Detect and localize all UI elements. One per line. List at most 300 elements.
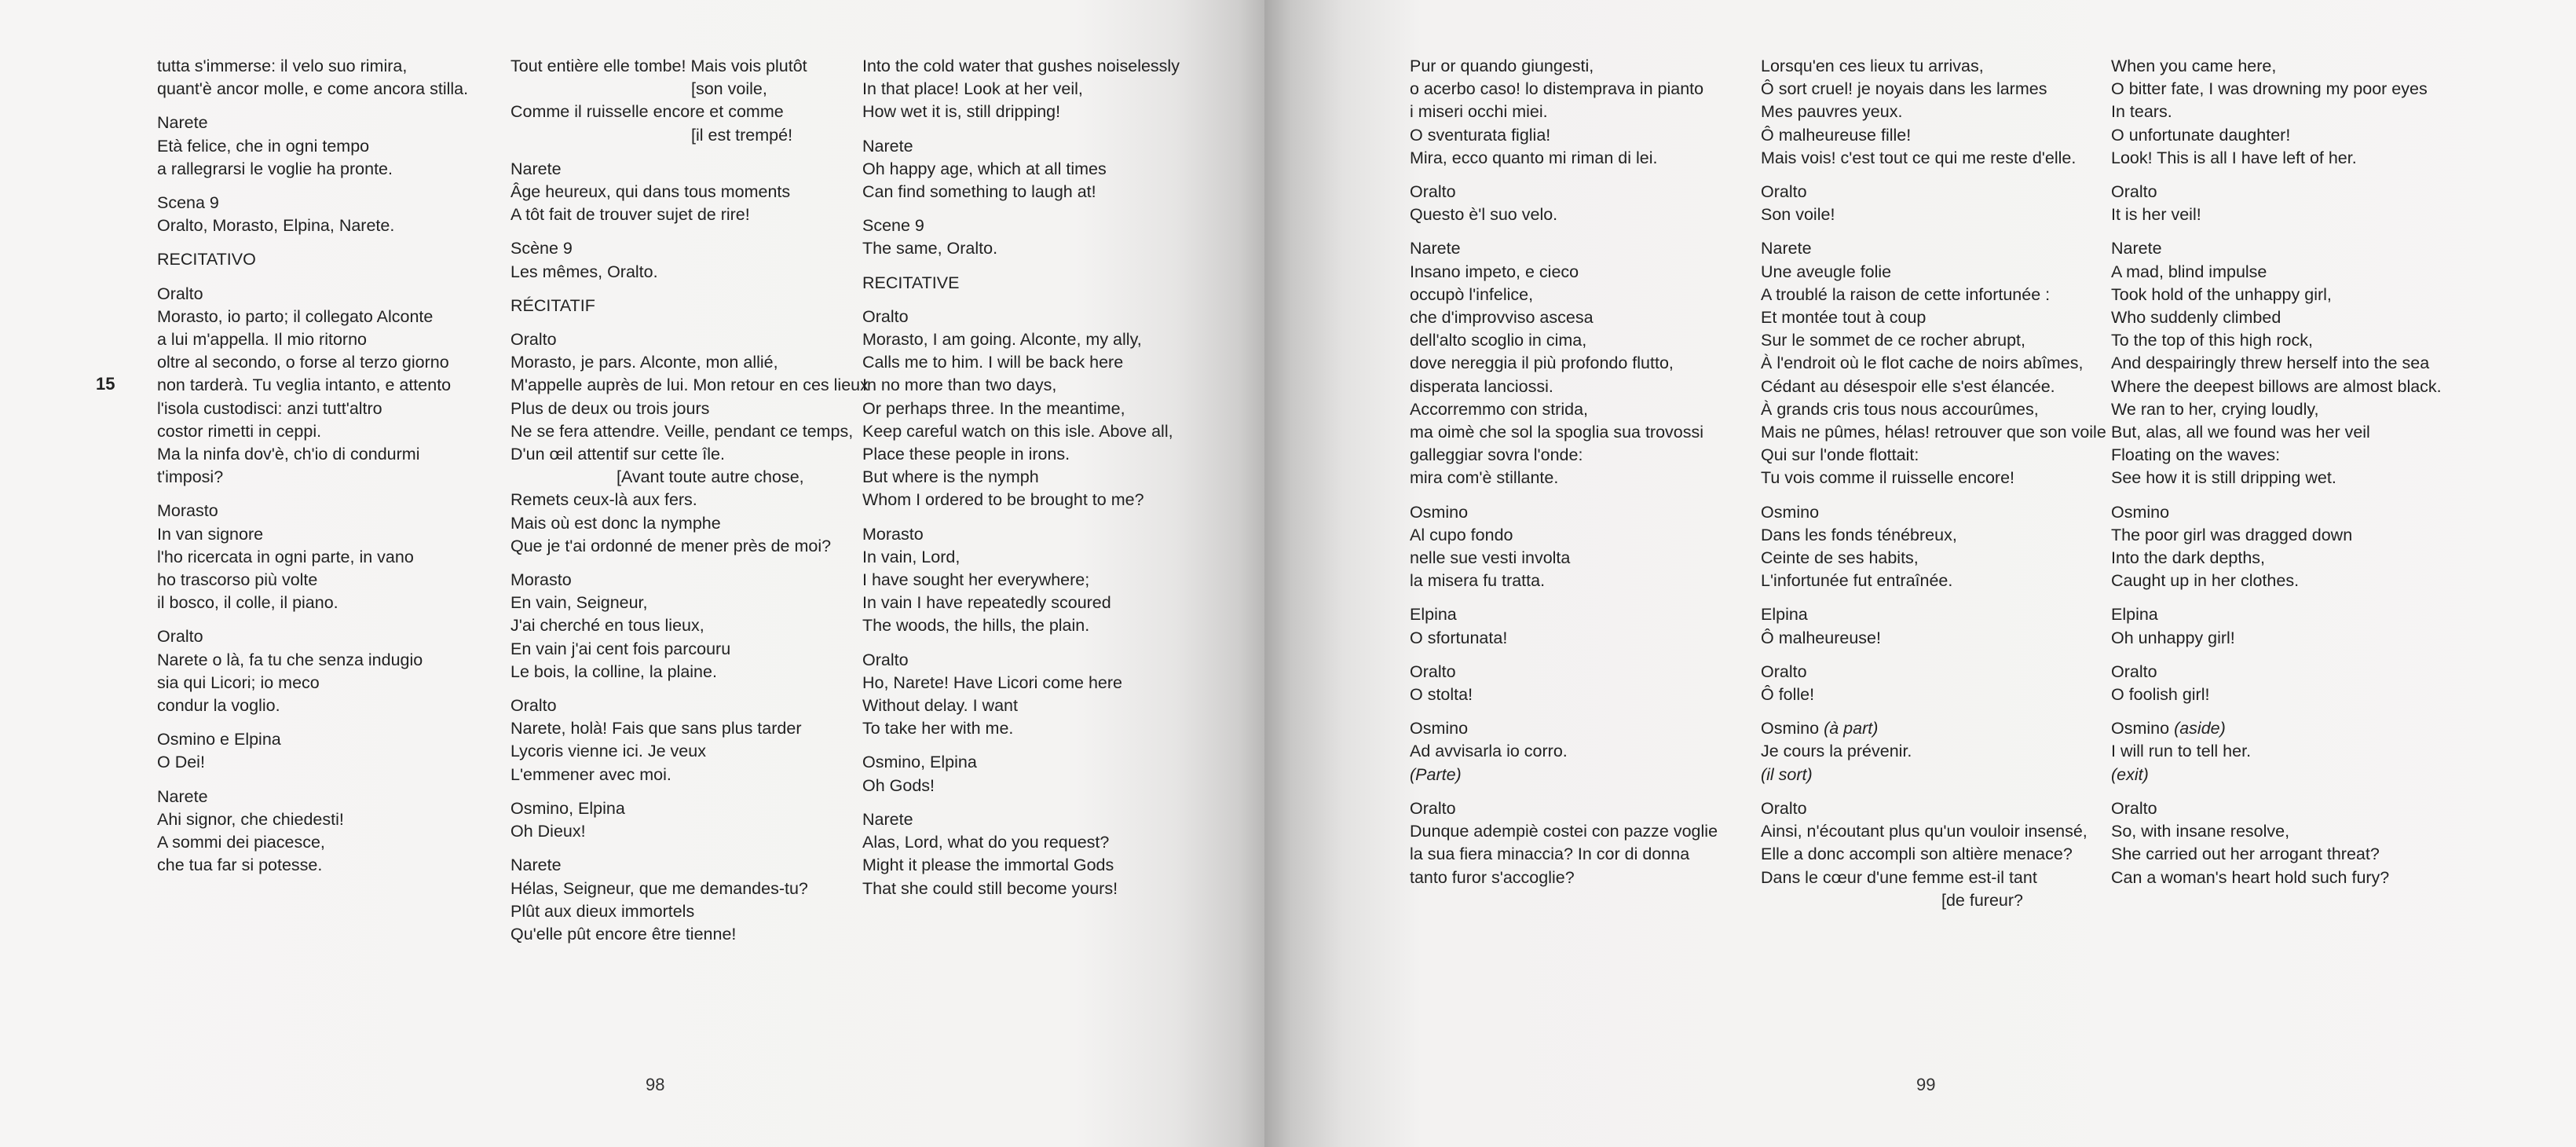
- speaker-name: [157, 500, 495, 522]
- verse-line: Questo è'l suo velo.: [1410, 205, 1558, 225]
- speaker-label: Elpina: [1410, 605, 1457, 625]
- speaker-name: [1761, 797, 2106, 820]
- text-block: [2111, 717, 2464, 786]
- verse-line: Comme il ruisselle encore et comme: [510, 102, 784, 122]
- verse-line: D'un œil attentif sur cette île.: [510, 445, 725, 464]
- verse-line: Elle a donc accompli son altière menace?: [1761, 845, 2073, 864]
- verse-line: condur la voglio.: [157, 696, 280, 716]
- text-block: [2111, 181, 2464, 226]
- verse-line: Might it please the immortal Gods: [862, 856, 1114, 875]
- text-block: [862, 135, 1208, 204]
- verse-line: In that place! Look at her veil,: [862, 79, 1083, 99]
- verse-line: Mira, ecco quanto mi riman di lei.: [1410, 148, 1658, 167]
- speaker-name: [157, 112, 495, 134]
- verse-line: It is her veil!: [2111, 205, 2201, 225]
- verse-line: Scena 9: [157, 193, 219, 213]
- verse-line: Whom I ordered to be brought to me?: [862, 490, 1144, 510]
- text-block: [510, 295, 848, 317]
- speaker-name: [1761, 501, 2106, 524]
- speaker-name: [157, 728, 495, 751]
- verse-line: Look! This is all I have left of her.: [2111, 148, 2357, 167]
- verse-line: Oh happy age, which at all times: [862, 159, 1107, 178]
- verse-line: Place these people in irons.: [862, 445, 1070, 464]
- verse-line: Mais ne pûmes, hélas! retrouver que son voile: [1761, 423, 2106, 442]
- text-block: [862, 649, 1208, 741]
- speaker-label: Morasto: [862, 524, 924, 544]
- verse-line: quant'è ancor molle, e come ancora stilla.: [157, 79, 469, 99]
- verse-line: À l'endroit où le flot cache de noirs abîmes,: [1761, 354, 2084, 373]
- speaker-name: [2111, 501, 2464, 524]
- text-block: [2111, 501, 2464, 593]
- verse-line: M'appelle auprès de lui. Mon retour en ces lieux: [510, 376, 869, 395]
- verse-line: In no more than two days,: [862, 376, 1057, 395]
- verse-line: Ma la ninfa dov'è, ch'io di condurmi: [157, 445, 420, 464]
- speaker-name: [2111, 237, 2464, 260]
- verse-line: Floating on the waves:: [2111, 445, 2281, 465]
- text-block: [157, 192, 495, 237]
- verse-line: Età felice, che in ogni tempo: [157, 136, 370, 156]
- verse-line: galleggiar sovra l'onde:: [1410, 445, 1583, 465]
- verse-line: Without delay. I want: [862, 696, 1018, 716]
- speaker-label: Oralto: [862, 306, 909, 326]
- text-block: [157, 55, 495, 101]
- verse-line: tutta s'immerse: il velo suo rimira,: [157, 57, 408, 75]
- verse-line: l'isola custodisci: anzi tutt'altro: [157, 398, 382, 418]
- text-block: [2111, 603, 2464, 649]
- verse-line: non tarderà. Tu veglia intanto, e attento: [157, 376, 452, 395]
- verse-line: In van signore: [157, 524, 264, 544]
- verse-line: Mes pauvres yeux.: [1761, 102, 1903, 122]
- verse-line: Qu'elle pût encore être tienne!: [510, 924, 737, 944]
- speaker-label: Narete: [510, 159, 562, 178]
- verse-line: Alas, Lord, what do you request?: [862, 833, 1110, 852]
- verse-line: t'imposi?: [157, 467, 224, 487]
- verse-line: sia qui Licori; io meco: [157, 672, 320, 692]
- verse-line: Insano impeto, e cieco: [1410, 262, 1579, 281]
- text-block: [510, 569, 848, 683]
- verse-line: We ran to her, crying loudly,: [2111, 399, 2319, 419]
- verse-line: Or perhaps three. In the meantime,: [862, 398, 1125, 418]
- verse-line: O bitter fate, I was drowning my poor eyes: [2111, 79, 2428, 99]
- verse-line: Ainsi, n'écoutant plus qu'un vouloir insensé,: [1761, 822, 2088, 841]
- verse-line: Oh Dieux!: [510, 822, 586, 841]
- verse-line: Scene 9: [862, 216, 924, 236]
- speaker-name: [862, 523, 1208, 546]
- verse-line: oltre al secondo, o forse al terzo giorno: [157, 353, 449, 372]
- speaker-label: Oralto: [1761, 661, 1807, 681]
- verse-line: Remets ceux-là aux fers.: [510, 490, 697, 510]
- text-block: [157, 786, 495, 878]
- verse-line: Scène 9: [510, 239, 573, 258]
- italian-column: [157, 55, 495, 889]
- speaker-label: Oralto: [1410, 798, 1456, 818]
- speaker-name: [862, 808, 1208, 831]
- verse-line: The woods, the hills, the plain.: [862, 616, 1090, 636]
- speaker-label: Elpina: [2111, 605, 2158, 625]
- right-page: [1264, 0, 2576, 1147]
- verse-line: Une aveugle folie: [1761, 262, 1892, 281]
- speaker-label: Oralto: [2111, 798, 2157, 818]
- verse-line: A tôt fait de trouver sujet de rire!: [510, 205, 750, 225]
- verse-line: che tua far si potesse.: [157, 856, 323, 875]
- french-column: [510, 55, 869, 957]
- verse-line: dell'alto scoglio in cima,: [1410, 331, 1587, 350]
- verse-line: So, with insane resolve,: [2111, 822, 2290, 841]
- verse-line: Dans le cœur d'une femme est-il tant: [1761, 867, 2037, 887]
- text-block: [510, 694, 848, 786]
- verse-line: Qui sur l'onde flottait:: [1761, 445, 1919, 465]
- text-block: [1761, 501, 2106, 593]
- verse-line: Calls me to him. I will be back here: [862, 353, 1124, 372]
- verse-line: Je cours la prévenir.: [1761, 742, 1912, 761]
- text-block: [157, 248, 495, 271]
- verse-line: Narete, holà! Fais que sans plus tarder: [510, 719, 802, 738]
- verse-line: dove nereggia il più profondo flutto,: [1410, 354, 1674, 373]
- text-block: [1761, 717, 2106, 786]
- verse-line: la sua fiera minaccia? In cor di donna: [1410, 845, 1690, 864]
- text-block: [157, 728, 495, 774]
- speaker-label: Oralto: [862, 650, 909, 669]
- verse-line: J'ai cherché en tous lieux,: [510, 616, 704, 636]
- speaker-name: [1410, 181, 1747, 203]
- text-block: [1761, 181, 2106, 226]
- verse-line: L'infortunée fut entraînée.: [1761, 571, 1953, 591]
- verse-line: tanto furor s'accoglie?: [1410, 867, 1575, 887]
- text-block: [1410, 661, 1747, 706]
- verse-line: Âge heureux, qui dans tous moments: [510, 182, 791, 202]
- page-number: 98: [646, 1075, 665, 1094]
- speaker-label: Oralto: [510, 330, 557, 350]
- speaker-name: [510, 854, 848, 877]
- verse-line: Into the dark depths,: [2111, 548, 2266, 568]
- verse-line: The poor girl was dragged down: [2111, 525, 2353, 544]
- verse-line: Plus de deux ou trois jours: [510, 398, 710, 418]
- verse-line: a rallegrarsi le voglie ha pronte.: [157, 159, 393, 178]
- speaker-name: [1761, 717, 2106, 740]
- page-number: 99: [1916, 1075, 1936, 1094]
- speaker-name: [1410, 717, 1747, 740]
- speaker-label: Osmino, Elpina: [510, 798, 625, 818]
- text-block: [1410, 603, 1747, 649]
- speaker-name: [1410, 237, 1747, 260]
- verse-line: L'emmener avec moi.: [510, 764, 671, 784]
- speaker-label: Narete: [510, 856, 562, 875]
- verse-line: ma oimè che sol la spoglia sua trovossi: [1410, 423, 1704, 442]
- verse-line: Morasto, I am going. Alconte, my ally,: [862, 330, 1142, 350]
- verse-line: costor rimetti in ceppi.: [157, 421, 322, 441]
- verse-line: I will run to tell her.: [2111, 742, 2252, 761]
- verse-line: che d'improvviso ascesa: [1410, 308, 1594, 328]
- text-block: [510, 237, 848, 283]
- verse-line: Al cupo fondo: [1410, 525, 1513, 544]
- verse-line: nelle sue vesti involta: [1410, 548, 1571, 568]
- verse-line: Can find something to laugh at!: [862, 182, 1096, 202]
- verse-line: disperata lanciossi.: [1410, 376, 1553, 396]
- text-block: [1410, 717, 1747, 786]
- verse-line: [de fureur?: [1941, 890, 2023, 910]
- verse-line: In vain, Lord,: [862, 547, 961, 566]
- verse-line: l'ho ricercata in ogni parte, in vano: [157, 547, 414, 566]
- verse-line: A troublé la raison de cette infortunée :: [1761, 284, 2051, 304]
- text-block: [1410, 797, 1747, 889]
- verse-line: To the top of this high rock,: [2111, 331, 2313, 350]
- verse-line: o acerbo caso! lo distemprava in pianto: [1410, 79, 1704, 99]
- stage-direction: (il sort): [1761, 764, 1813, 784]
- speaker-label: Osmino: [2111, 502, 2170, 522]
- speaker-name: [510, 328, 848, 351]
- speaker-name: [1410, 501, 1747, 524]
- verse-line: Can a woman's heart hold such fury?: [2111, 867, 2390, 887]
- english-column: [2111, 55, 2464, 900]
- text-block: [1410, 501, 1747, 593]
- verse-line: The same, Oralto.: [862, 239, 998, 258]
- verse-line: la misera fu tratta.: [1410, 571, 1546, 591]
- speaker-name: [2111, 603, 2464, 626]
- verse-line: O unfortunate daughter!: [2111, 125, 2291, 145]
- verse-line: occupò l'infelice,: [1410, 284, 1534, 304]
- verse-line: And despairingly threw herself into the sea: [2111, 354, 2430, 373]
- speaker-name: [1410, 661, 1747, 683]
- speaker-label: Osmino, Elpina: [862, 753, 977, 772]
- section-number-marker: 15: [96, 374, 115, 394]
- verse-line: A sommi dei piacesce,: [157, 833, 325, 852]
- speaker-label: Osmino: [1761, 502, 1820, 522]
- text-block: [157, 283, 495, 489]
- verse-line: A mad, blind impulse: [2111, 262, 2267, 281]
- verse-line: Pur or quando giungesti,: [1410, 57, 1594, 75]
- verse-line: Ô folle!: [1761, 685, 1815, 705]
- verse-line: Morasto, je pars. Alconte, mon allié,: [510, 353, 778, 372]
- verse-line: En vain, Seigneur,: [510, 593, 648, 613]
- text-block: [862, 808, 1208, 900]
- speaker-name: [862, 306, 1208, 328]
- verse-line: mira com'è stillante.: [1410, 468, 1559, 488]
- speaker-name: [157, 625, 495, 648]
- speaker-label: Oralto: [1410, 182, 1456, 202]
- verse-line: [son voile,: [691, 79, 767, 99]
- section-heading: RECITATIVO: [157, 250, 256, 269]
- text-block: [510, 854, 848, 946]
- verse-line: Dunque adempiè costei con pazze voglie: [1410, 822, 1718, 841]
- verse-line: But where is the nymph: [862, 467, 1039, 487]
- verse-line: Accorremmo con strida,: [1410, 399, 1589, 419]
- verse-line: Ceinte de ses habits,: [1761, 548, 1919, 568]
- text-block: [862, 272, 1208, 295]
- verse-line: O foolish girl!: [2111, 685, 2210, 705]
- text-block: [2111, 237, 2464, 489]
- verse-line: Into the cold water that gushes noiselessly: [862, 57, 1180, 75]
- verse-line: Les mêmes, Oralto.: [510, 262, 658, 281]
- speaker-label: Osmino e Elpina: [157, 730, 281, 749]
- verse-line: Ne se fera attendre. Veille, pendant ce temps,: [510, 421, 854, 441]
- verse-line: Oralto, Morasto, Elpina, Narete.: [157, 216, 395, 236]
- text-block: [862, 306, 1208, 512]
- verse-line: il bosco, il colle, il piano.: [157, 593, 338, 613]
- verse-line: Caught up in her clothes.: [2111, 571, 2300, 591]
- speaker-label: Osmino: [1410, 502, 1469, 522]
- verse-line: I have sought her everywhere;: [862, 570, 1090, 590]
- speaker-label: Narete: [862, 136, 913, 156]
- speaker-name: [2111, 181, 2464, 203]
- speaker-label: Osmino: [1410, 719, 1469, 738]
- speaker-name: [510, 569, 848, 592]
- verse-line: Sur le sommet de ce rocher abrupt,: [1761, 331, 2025, 350]
- speaker-name: [862, 649, 1208, 672]
- text-block: [1410, 237, 1747, 489]
- text-block: [2111, 797, 2464, 889]
- verse-line: Et montée tout à coup: [1761, 308, 1927, 328]
- verse-line: Plût aux dieux immortels: [510, 901, 695, 921]
- verse-line: Where the deepest billows are almost black.: [2111, 376, 2442, 396]
- verse-line: Narete o là, fa tu che senza indugio: [157, 650, 423, 669]
- verse-line: In vain I have repeatedly scoured: [862, 593, 1111, 613]
- verse-line: Keep careful watch on this isle. Above all,: [862, 421, 1173, 441]
- french-column: [1761, 55, 2106, 923]
- speaker-label: Narete: [1761, 239, 1812, 258]
- section-heading: RÉCITATIF: [510, 295, 595, 315]
- verse-line: Ahi signor, che chiedesti!: [157, 809, 344, 829]
- verse-line: To take her with me.: [862, 719, 1014, 738]
- text-block: [862, 751, 1208, 797]
- verse-line: Mais vois! c'est tout ce qui me reste d'elle.: [1761, 148, 2077, 167]
- verse-line: That she could still become yours!: [862, 878, 1118, 898]
- speaker-label: Oralto: [157, 284, 203, 303]
- section-heading: RECITATIVE: [862, 273, 960, 292]
- text-block: [157, 625, 495, 717]
- verse-line: Ô malheureuse!: [1761, 628, 1881, 647]
- speaker-name: [862, 135, 1208, 158]
- verse-line: ho trascorso più volte: [157, 570, 318, 590]
- text-block: [510, 55, 848, 147]
- speaker-name: [157, 283, 495, 306]
- verse-line: How wet it is, still dripping!: [862, 102, 1061, 122]
- verse-line: Dans les fonds ténébreux,: [1761, 525, 1957, 544]
- speaker-label: Oralto: [157, 627, 203, 647]
- speaker-label: Morasto: [510, 570, 572, 590]
- text-block: [1761, 661, 2106, 706]
- speaker-label: Narete: [2111, 239, 2162, 258]
- verse-line: En vain j'ai cent fois parcouru: [510, 639, 731, 658]
- verse-line: Ô malheureuse fille!: [1761, 125, 1912, 145]
- italian-column: [1410, 55, 1747, 900]
- text-block: [510, 158, 848, 227]
- speaker-label: Osmino: [2111, 719, 2170, 738]
- speaker-label: Morasto: [157, 501, 218, 521]
- text-block: [157, 500, 495, 614]
- verse-line: But, alas, all we found was her veil: [2111, 423, 2370, 442]
- verse-line: À grands cris tous nous accourûmes,: [1761, 399, 2039, 419]
- text-block: [1761, 797, 2106, 912]
- speaker-name: [510, 797, 848, 820]
- speaker-name: [1410, 797, 1747, 820]
- speaker-label: Oralto: [1761, 798, 1807, 818]
- verse-line: a lui m'appella. Il mio ritorno: [157, 330, 367, 350]
- text-block: [1410, 55, 1747, 170]
- speaker-name: [2111, 797, 2464, 820]
- text-block: [510, 328, 869, 558]
- verse-line: When you came here,: [2111, 57, 2277, 75]
- text-block: [862, 55, 1208, 124]
- stage-direction: (Parte): [1410, 764, 1462, 784]
- verse-line: Hélas, Seigneur, que me demandes-tu?: [510, 878, 808, 898]
- verse-line: She carried out her arrogant threat?: [2111, 845, 2380, 864]
- verse-line: i miseri occhi miei.: [1410, 102, 1548, 122]
- speaker-name: [1761, 237, 2106, 260]
- verse-line: [Avant toute autre chose,: [617, 467, 804, 487]
- text-block: [1761, 55, 2106, 170]
- verse-line: Morasto, io parto; il collegato Alconte: [157, 306, 434, 326]
- speaker-label: Oralto: [2111, 661, 2157, 681]
- speaker-label: Oralto: [2111, 182, 2157, 202]
- speaker-name: [1761, 661, 2106, 683]
- text-block: [510, 797, 848, 843]
- speaker-name: [1761, 181, 2106, 203]
- verse-line: Took hold of the unhappy girl,: [2111, 284, 2332, 304]
- stage-direction: (aside): [2174, 719, 2226, 738]
- text-block: [1761, 237, 2106, 489]
- verse-line: Cédant au désespoir elle s'est élancée.: [1761, 376, 2055, 396]
- speaker-name: [2111, 717, 2464, 740]
- text-block: [157, 112, 495, 181]
- verse-line: O sfortunata!: [1410, 628, 1508, 647]
- speaker-label: Elpina: [1761, 605, 1808, 625]
- speaker-name: [157, 786, 495, 808]
- stage-direction: (exit): [2111, 764, 2149, 784]
- text-block: [862, 214, 1208, 260]
- verse-line: Oh Gods!: [862, 775, 935, 795]
- verse-line: Lorsqu'en ces lieux tu arrivas,: [1761, 57, 1984, 75]
- verse-line: O sventurata figlia!: [1410, 125, 1551, 145]
- verse-line: Mais où est donc la nymphe: [510, 513, 721, 533]
- verse-line: Le bois, la colline, la plaine.: [510, 661, 717, 681]
- verse-line: Ad avvisarla io corro.: [1410, 742, 1568, 761]
- text-block: [1761, 603, 2106, 649]
- speaker-name: [1410, 603, 1747, 626]
- speaker-name: [510, 158, 848, 181]
- verse-line: O Dei!: [157, 753, 205, 772]
- verse-line: Ho, Narete! Have Licori come here: [862, 672, 1123, 692]
- stage-direction: (à part): [1824, 719, 1879, 738]
- speaker-label: Narete: [157, 113, 208, 133]
- verse-line: O stolta!: [1410, 685, 1473, 705]
- left-page: [0, 0, 1264, 1147]
- verse-line: Oh unhappy girl!: [2111, 628, 2235, 647]
- verse-line: Lycoris vienne ici. Je veux: [510, 742, 706, 761]
- verse-line: Ô sort cruel! je noyais dans les larmes: [1761, 79, 2047, 99]
- verse-line: Tout entière elle tombe! Mais vois plutôt: [510, 57, 807, 75]
- text-block: [862, 523, 1208, 638]
- speaker-name: [862, 751, 1208, 774]
- verse-line: See how it is still dripping wet.: [2111, 468, 2336, 488]
- speaker-name: [1761, 603, 2106, 626]
- speaker-label: Oralto: [1410, 661, 1456, 681]
- verse-line: Who suddenly climbed: [2111, 308, 2281, 328]
- verse-line: Que je t'ai ordonné de mener près de moi?: [510, 536, 832, 555]
- text-block: [2111, 55, 2464, 170]
- speaker-label: Osmino: [1761, 719, 1820, 738]
- speaker-label: Oralto: [510, 696, 557, 716]
- verse-line: In tears.: [2111, 102, 2172, 122]
- speaker-name: [2111, 661, 2464, 683]
- verse-line: Tu vois comme il ruisselle encore!: [1761, 468, 2015, 488]
- speaker-name: [510, 694, 848, 717]
- speaker-label: Narete: [862, 809, 913, 829]
- speaker-label: Narete: [1410, 239, 1461, 258]
- verse-line: [il est trempé!: [691, 125, 793, 145]
- text-block: [2111, 661, 2464, 706]
- speaker-label: Narete: [157, 786, 208, 806]
- speaker-label: Oralto: [1761, 182, 1807, 202]
